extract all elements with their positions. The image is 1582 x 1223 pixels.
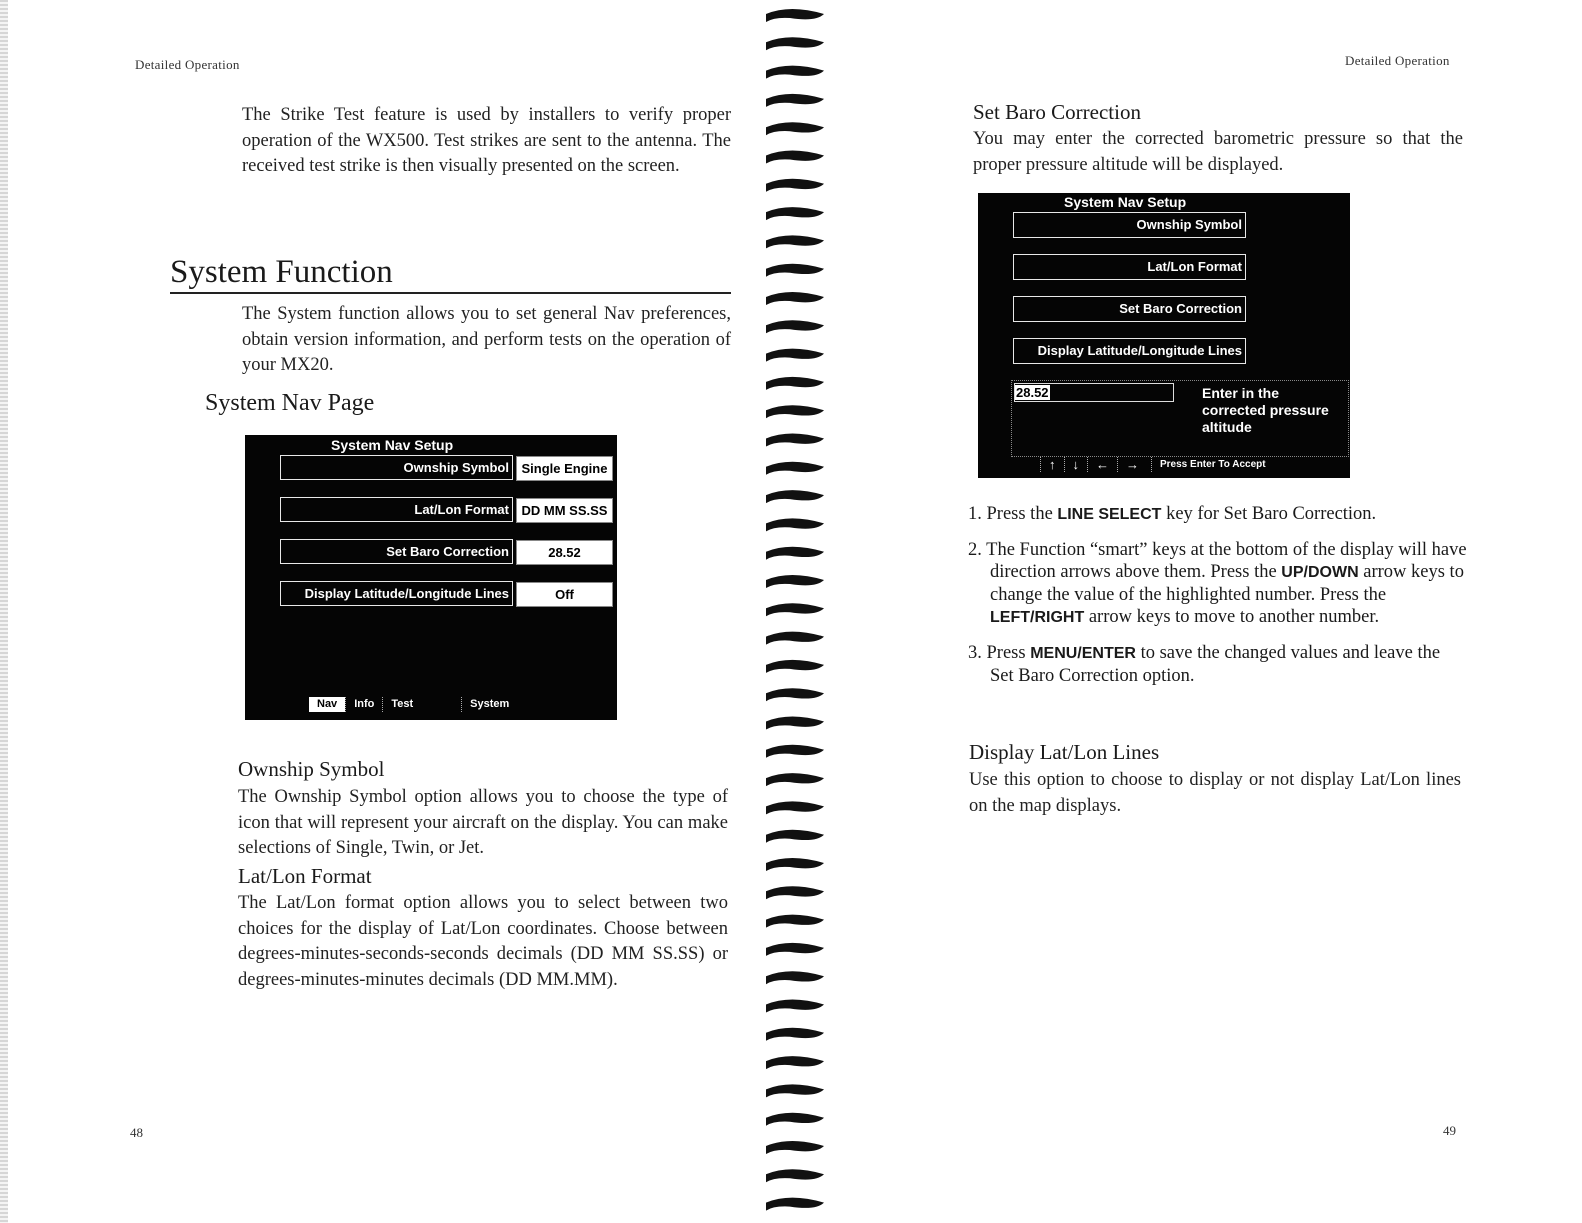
baro-input-field[interactable]	[1014, 383, 1174, 402]
binding-coil	[766, 603, 824, 616]
baro-correction-screen	[978, 193, 1350, 478]
step-text: to save the changed values and leave the Set Baro Correction option.	[990, 643, 1441, 686]
binding-coil	[766, 660, 824, 673]
step-text: The Function “smart” keys at the bottom of the display will have direction arrows above them. Press the	[986, 540, 1467, 582]
binding-coil	[766, 575, 824, 588]
softkey-bar	[309, 697, 517, 712]
accept-label: Press Enter To Accept	[1151, 457, 1274, 472]
left-page	[0, 0, 770, 1223]
latlon-paragraph: The Lat/Lon format option allows you to select between two choices for the display of Lat/Lon coordinates. Choose between degrees-minutes-seconds-seconds decimals (DD MM SS.SS) or degrees-minutes-minutes decimals (DD MM.MM).	[238, 893, 728, 990]
step-number: 2.	[968, 540, 982, 560]
page-number-left: 48	[130, 1125, 143, 1140]
hint-line: Enter in the	[1202, 385, 1280, 401]
key-name: UP/DOWN	[1281, 564, 1359, 581]
softkey-test[interactable]: Test	[382, 697, 421, 712]
subsection-title: System Nav Page	[205, 390, 375, 416]
binding-coil	[766, 37, 824, 50]
running-head-right: Detailed Operation	[1345, 53, 1450, 68]
mode-label-system: System	[461, 697, 517, 712]
binding-coil	[766, 462, 824, 475]
binding-coil	[766, 9, 824, 22]
binding-coil	[766, 717, 824, 730]
step-text: arrow keys to move to another number.	[1084, 607, 1380, 627]
binding-coil	[766, 773, 824, 786]
binding-coil	[766, 518, 824, 531]
binding-coil	[766, 434, 824, 447]
screen-title: System Nav Setup	[331, 437, 454, 453]
running-head-left: Detailed Operation	[135, 57, 240, 72]
strike-test-paragraph: The Strike Test feature is used by installers to verify proper operation of the WX500. Test strikes are sent to the antenna. The received test strike is then visually presented on the screen.	[242, 105, 731, 176]
binding-coil	[766, 1113, 824, 1126]
baro-correction-value: 28.52	[516, 540, 613, 565]
binding-coil	[766, 971, 824, 984]
baro-steps-list	[968, 503, 1468, 700]
down-arrow-icon[interactable]: ↓	[1064, 457, 1088, 472]
step-text: key for Set Baro Correction.	[1161, 504, 1377, 524]
hint-line: corrected pressure	[1202, 402, 1329, 418]
binding-coil	[766, 405, 824, 418]
step-item	[968, 539, 1468, 629]
binding-coil	[766, 235, 824, 248]
baro-paragraph: You may enter the corrected barometric pressure so that the proper pressure altitude will be displayed.	[973, 129, 1463, 175]
binding-coil	[766, 151, 824, 164]
binding-coil	[766, 688, 824, 701]
step-number: 3.	[968, 643, 982, 663]
latlon-format-button[interactable]: Lat/Lon Format	[280, 497, 513, 522]
key-name: MENU/ENTER	[1030, 645, 1136, 662]
binding-coil	[766, 349, 824, 362]
binding-coil	[766, 122, 824, 135]
binding-coil	[766, 858, 824, 871]
binding-coil	[766, 943, 824, 956]
page-edge	[0, 0, 8, 1223]
binding-coil	[766, 1198, 824, 1211]
step-text: arrow keys to change the value of the highlighted number. Press the	[990, 562, 1464, 605]
binding-coil	[766, 94, 824, 107]
latlon-heading: Lat/Lon Format	[238, 864, 372, 888]
binding-coil	[766, 207, 824, 220]
set-baro-correction-button[interactable]: Set Baro Correction	[280, 539, 513, 564]
ownship-heading: Ownship Symbol	[238, 757, 385, 781]
section-title: System Function	[170, 254, 731, 294]
softkey-nav[interactable]: Nav	[309, 697, 345, 712]
binding-coil	[766, 490, 824, 503]
step-text: Press the	[986, 504, 1058, 524]
binding-coil	[766, 66, 824, 79]
binding-coil	[766, 547, 824, 560]
baro-input-value: 28.52	[1016, 385, 1049, 400]
left-arrow-icon[interactable]: ←	[1087, 457, 1117, 472]
ownship-symbol-button[interactable]: Ownship Symbol	[1013, 212, 1246, 238]
latlon-format-value: DD MM SS.SS	[516, 498, 613, 523]
display-latlon-lines-value: Off	[516, 582, 613, 607]
binding-coil	[766, 292, 824, 305]
baro-heading: Set Baro Correction	[973, 100, 1141, 124]
binding-coil	[766, 886, 824, 899]
up-arrow-icon[interactable]: ↑	[1040, 457, 1064, 472]
display-latlon-lines-button[interactable]: Display Latitude/Longitude Lines	[280, 581, 513, 606]
binding-coil	[766, 1084, 824, 1097]
display-latlon-lines-button[interactable]: Display Latitude/Longitude Lines	[1013, 338, 1246, 364]
binding-coil	[766, 830, 824, 843]
system-nav-setup-screen	[245, 435, 617, 720]
binding-coil	[766, 801, 824, 814]
key-name: LEFT/RIGHT	[990, 609, 1085, 626]
binding-coil	[766, 1028, 824, 1041]
binding-coil	[766, 377, 824, 390]
ownship-paragraph: The Ownship Symbol option allows you to choose the type of icon that will represent your aircraft on the display. You can make selections of Single, Twin, or Jet.	[238, 787, 728, 858]
page-number-right: 49	[1443, 1123, 1456, 1138]
step-number: 1.	[968, 504, 982, 524]
display-latlon-paragraph: Use this option to choose to display or not display Lat/Lon lines on the map displays.	[969, 770, 1461, 816]
softkey-info[interactable]: Info	[345, 697, 382, 712]
right-arrow-icon[interactable]: →	[1117, 457, 1147, 472]
latlon-format-button[interactable]: Lat/Lon Format	[1013, 254, 1246, 280]
step-item	[968, 642, 1468, 687]
binding-coil	[766, 264, 824, 277]
spiral-binding	[760, 0, 835, 1223]
binding-coil	[766, 915, 824, 928]
ownship-symbol-button[interactable]: Ownship Symbol	[280, 455, 513, 480]
ownship-symbol-value: Single Engine	[516, 456, 613, 481]
binding-coil	[766, 632, 824, 645]
baro-entry-panel	[1011, 380, 1349, 457]
binding-coil	[766, 1141, 824, 1154]
key-name: LINE SELECT	[1057, 506, 1162, 523]
binding-coil	[766, 1056, 824, 1069]
set-baro-correction-button[interactable]: Set Baro Correction	[1013, 296, 1246, 322]
step-text: Press	[986, 643, 1031, 663]
display-latlon-heading: Display Lat/Lon Lines	[969, 740, 1160, 764]
system-function-paragraph: The System function allows you to set general Nav preferences, obtain version information, and perform tests on the operation of your MX20.	[242, 304, 731, 375]
arrow-key-bar	[1040, 457, 1274, 472]
binding-coil	[766, 320, 824, 333]
binding-coil	[766, 1169, 824, 1182]
screen-title: System Nav Setup	[1064, 194, 1187, 210]
baro-hint	[1202, 385, 1329, 436]
binding-coil	[766, 1000, 824, 1013]
binding-coil	[766, 179, 824, 192]
binding-coil	[766, 745, 824, 758]
step-item	[968, 503, 1468, 526]
hint-line: altitude	[1202, 419, 1252, 435]
